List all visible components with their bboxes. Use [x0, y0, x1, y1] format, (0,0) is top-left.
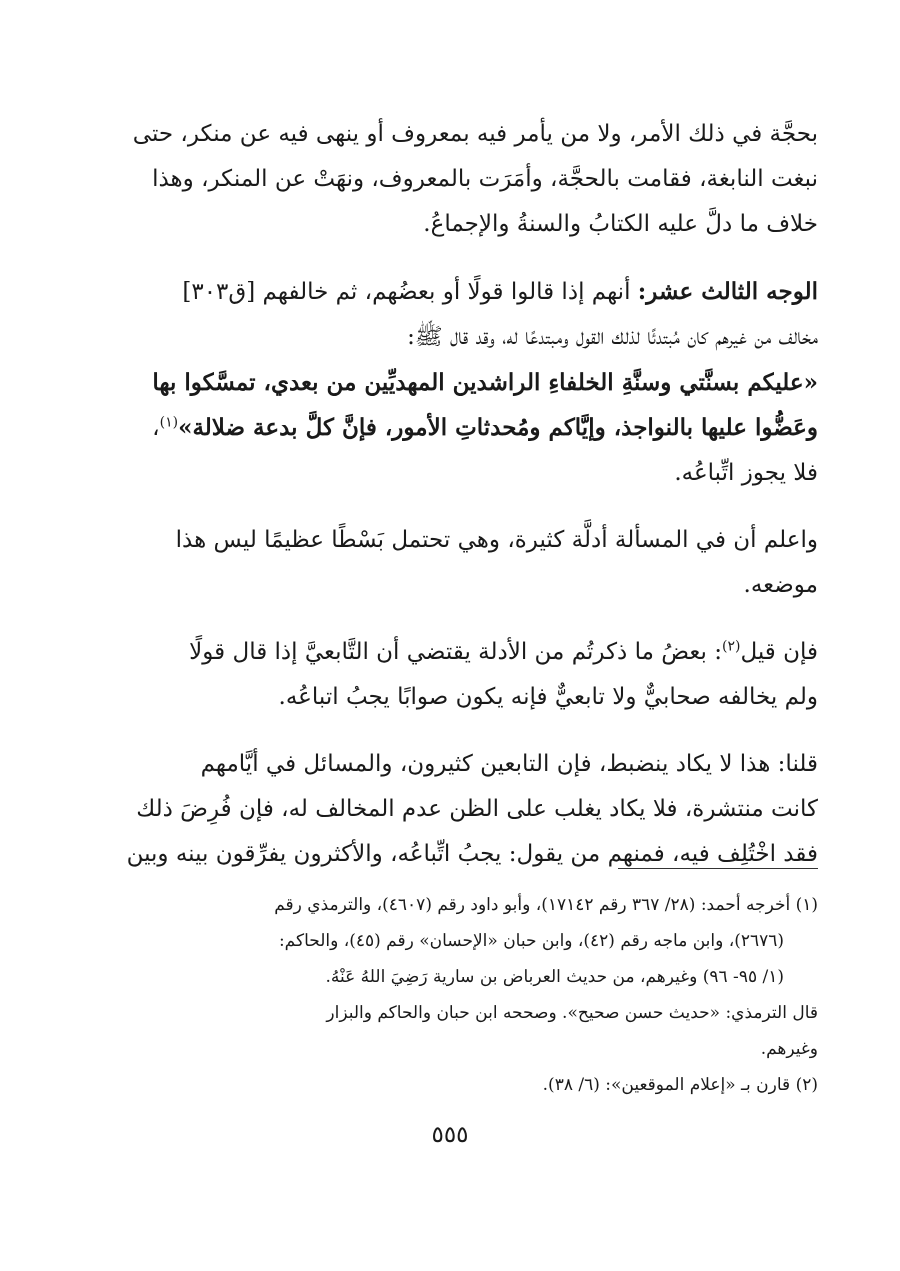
- text-line: فقد اخْتُلِف فيه، فمنهم من يقول: يجبُ اتِّباعُه، والأكثرون يفرِّقون بينه وبين: [126, 841, 818, 867]
- paragraph-3: [84, 518, 818, 608]
- footnote-1-line: (٢٦٧٦)، وابن ماجه رقم (٤٢)، وابن حبان «الإحسان» رقم (٤٥)، والحاكم:: [278, 931, 784, 951]
- footnote-1-line: (١/ ٩٥- ٩٦) وغيرهم، من حديث العرباض بن سارية رَضِيَ اللهُ عَنْهُ.: [325, 967, 784, 987]
- footnote-ref-1[interactable]: (١): [159, 414, 179, 431]
- text-line: مخالف من غيرهم كان مُبتدئًا لذلك القول ومبتدعًا له، وقد قال ﷺ:: [407, 324, 818, 350]
- text-run: : بعضُ ما ذكرتُم من الأدلة يقتضي أن التَّابعيَّ إذا قال قولًا: [189, 639, 722, 665]
- text-line: فلا يجوز اتِّباعُه.: [674, 460, 818, 486]
- paragraph-2: [84, 269, 818, 496]
- text-line: خلاف ما دلَّ عليه الكتابُ والسنةُ والإجماعُ.: [423, 211, 818, 237]
- text-line: كانت منتشرة، فلا يكاد يغلب على الظن عدم المخالف له، فإن فُرِضَ ذلك: [136, 796, 818, 822]
- text-line: نبغت النابغة، فقامت بالحجَّة، وأمَرَت بالمعروف، ونهَتْ عن المنكر، وهذا: [152, 166, 818, 192]
- footnote-1-line: وغيرهم.: [760, 1039, 818, 1059]
- text-line: بحجَّة في ذلك الأمر، ولا من يأمر فيه بمعروف أو ينهى فيه عن منكر، حتى: [132, 121, 818, 147]
- text-line: قلنا: هذا لا يكاد ينضبط، فإن التابعين كثيرون، والمسائل في أيَّامهم: [200, 751, 818, 777]
- text-line: [84, 405, 818, 451]
- text-run: فإن قيل: [740, 639, 818, 665]
- paragraph-4: [84, 630, 818, 720]
- text-line: واعلم أن في المسألة أدلَّة كثيرة، وهي تحتمل بَسْطًا عظيمًا ليس هذا: [175, 527, 818, 553]
- footnotes: [84, 868, 818, 1103]
- text-line: ولم يخالفه صحابيٌّ ولا تابعيٌّ فإنه يكون صوابًا يجبُ اتباعُه.: [278, 684, 818, 710]
- text-line: موضعه.: [743, 572, 818, 598]
- page-number: ٥٥٥: [431, 1122, 469, 1148]
- text-line: [84, 630, 818, 675]
- hadith-quote-line: «عليكم بسنَّتي وسنَّةِ الخلفاءِ الراشدين المهديِّين من بعدي، تمسَّكوا بها: [152, 369, 818, 396]
- footnote-2-line: (٢) قارن بـ «إعلام الموقعين»: (٦/ ٣٨).: [542, 1075, 818, 1095]
- footnote-ref-2[interactable]: (٢): [721, 638, 741, 655]
- text-run: أنهم إذا قالوا قولًا أو بعضُهم، ثم خالفهم [ق٣٠٣]: [182, 279, 638, 305]
- section-heading: الوجه الثالث عشر:: [637, 278, 818, 305]
- hadith-quote-line: وعَضُّوا عليها بالنواجذ، وإيَّاكم ومُحدثاتِ الأمور، فإنَّ كلَّ بدعة ضلالة»: [178, 414, 818, 441]
- footnote-1-line: (١) أخرجه أحمد: (٢٨/ ٣٦٧ رقم ١٧١٤٢)، وأبو داود رقم (٤٦٠٧)، والترمذي رقم: [274, 895, 818, 915]
- paragraph-5: [84, 742, 818, 877]
- text-run: ،: [152, 415, 160, 441]
- footnote-divider: [618, 868, 818, 869]
- paragraph-1: [84, 112, 818, 247]
- text-line: [84, 269, 818, 315]
- footnote-1-line: قال الترمذي: «حديث حسن صحيح». وصححه ابن حبان والحاكم والبزار: [326, 1003, 818, 1023]
